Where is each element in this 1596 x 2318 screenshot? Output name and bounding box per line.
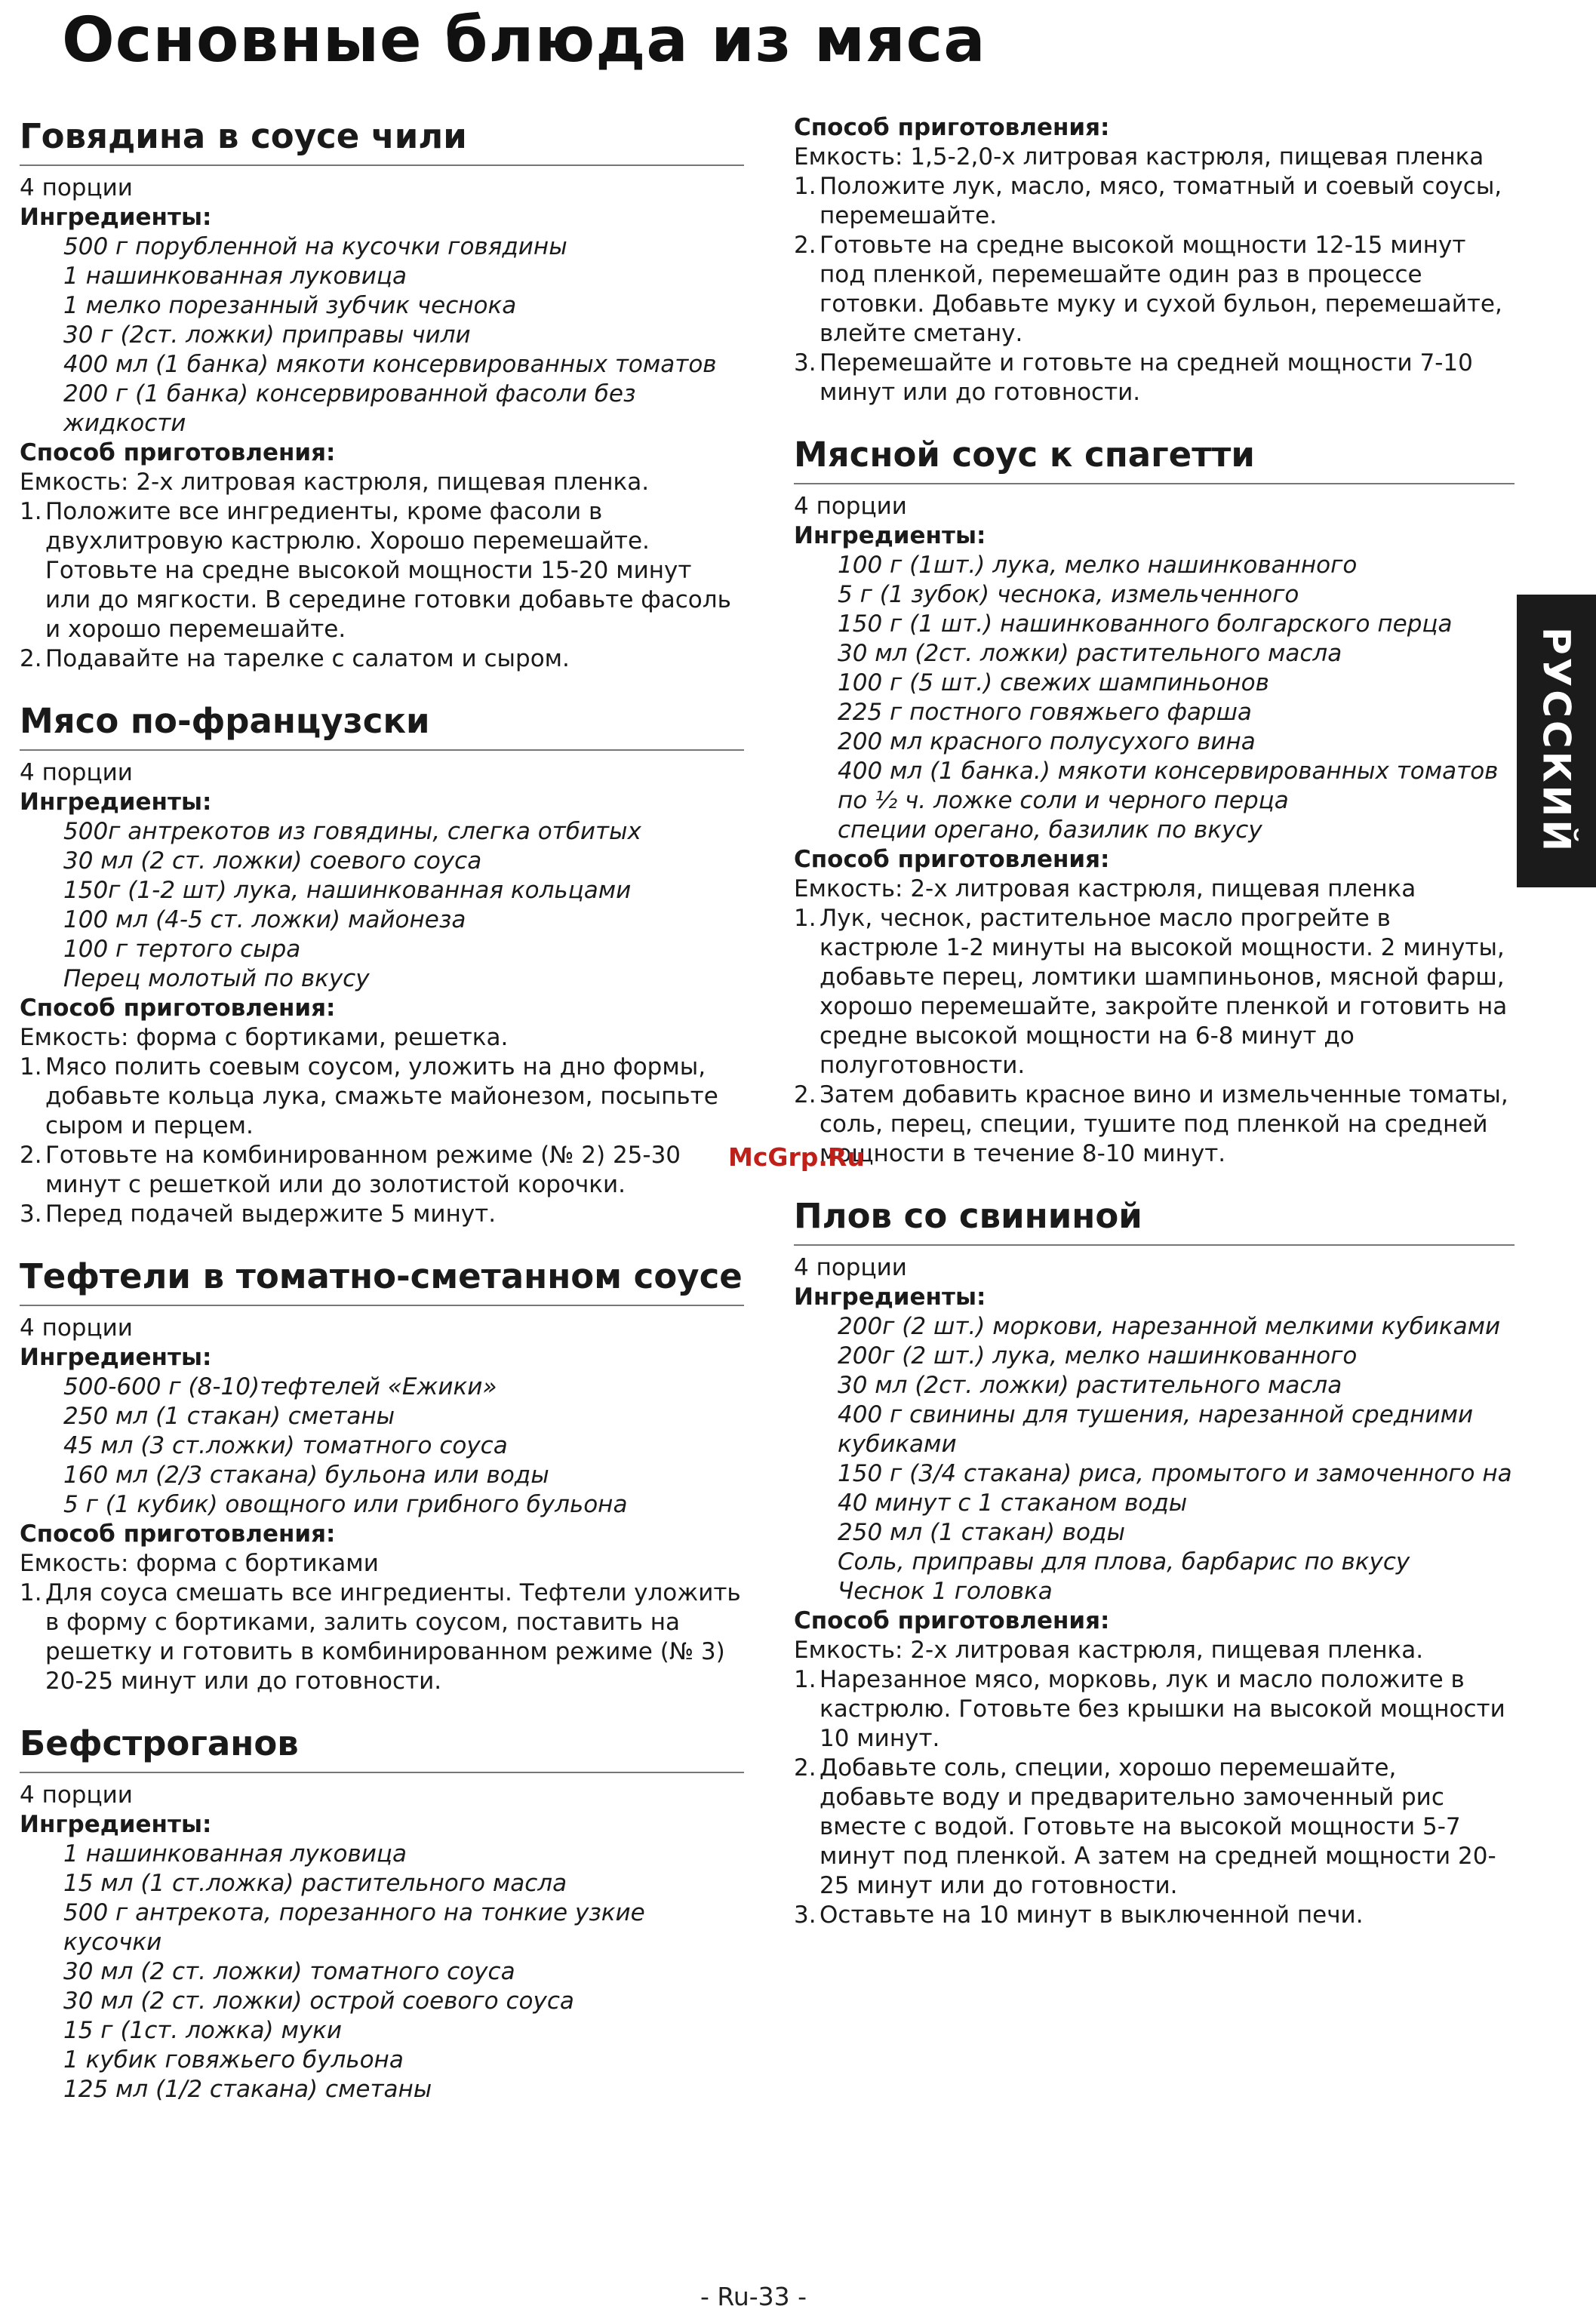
step-number: 3. xyxy=(794,349,816,377)
ingredient-list xyxy=(20,1373,744,1520)
ingredient-item: Перец молотый по вкусу xyxy=(63,965,370,992)
ingredient-item: 100 г тертого сыра xyxy=(63,936,301,963)
ingredient-item: 30 мл (2 ст. ложки) острой соевого соуса xyxy=(63,1988,574,2015)
ingredient-item: 500г антрекотов из говядины, слегка отбитых xyxy=(63,818,641,845)
step-text: Положите все ингредиенты, кроме фасоли в двухлитровую кастрюлю. Хорошо перемешайте. Готовьте на средне высокой мощности 15-20 минут или до мягкости. В середине готовки добавьте фасоль и хорошо перемешайте. xyxy=(45,498,731,643)
recipe-r6 xyxy=(794,1193,1515,1930)
step-number: 2. xyxy=(794,1081,816,1108)
recipe-title: Мясной соус к спагетти xyxy=(794,432,1515,484)
ingredient-item: 125 мл (1/2 стакана) сметаны xyxy=(63,2076,432,2103)
ingredients-heading: Ингредиенты: xyxy=(20,1811,212,1838)
ingredient-list xyxy=(794,1312,1515,1606)
step-number: 1. xyxy=(20,1053,42,1081)
step-number: 2. xyxy=(20,1142,42,1169)
container-line: Емкость: 2-х литровая кастрюля, пищевая пленка. xyxy=(20,469,650,496)
step-item xyxy=(794,231,1515,349)
ingredient-item: 225 г постного говяжьего фарша xyxy=(838,699,1252,726)
recipe-r4 xyxy=(20,1720,744,2104)
step-item xyxy=(794,172,1515,231)
ingredients-heading: Ингредиенты: xyxy=(20,789,212,816)
ingredient-item: 30 мл (2 ст. ложки) томатного соуса xyxy=(63,1958,515,1985)
recipe-title: Говядина в соусе чили xyxy=(20,113,744,166)
step-item xyxy=(794,1901,1515,1930)
step-item xyxy=(20,1200,744,1229)
container-line: Емкость: 1,5-2,0-х литровая кастрюля, пищевая пленка xyxy=(794,143,1484,171)
ingredients-heading: Ингредиенты: xyxy=(794,522,986,549)
method-heading: Способ приготовления: xyxy=(20,995,336,1022)
recipe-r4-continued xyxy=(794,113,1515,407)
ingredient-item: 1 нашинкованная луковица xyxy=(63,263,407,290)
servings: 4 порции xyxy=(794,1254,907,1281)
ingredient-item: 200 мл красного полусухого вина xyxy=(838,728,1256,755)
language-tab xyxy=(1517,595,1596,887)
watermark: McGrp.Ru xyxy=(728,1142,865,1172)
ingredient-item: 500 г порубленной на кусочки говядины xyxy=(63,233,567,260)
ingredient-item: Чеснок 1 головка xyxy=(838,1578,1053,1605)
ingredient-item: 100 г (5 шт.) свежих шампиньонов xyxy=(838,669,1269,696)
method-heading: Способ приготовления: xyxy=(794,114,1110,141)
container-line: Емкость: 2-х литровая кастрюля, пищевая пленка xyxy=(794,875,1416,902)
step-list xyxy=(794,904,1515,1169)
ingredient-item: 45 мл (3 ст.ложки) томатного соуса xyxy=(63,1432,508,1459)
recipe-r2 xyxy=(20,698,744,1229)
container-line: Емкость: форма с бортиками xyxy=(20,1550,379,1577)
step-text: Оставьте на 10 минут в выключенной печи. xyxy=(820,1901,1364,1929)
ingredients-heading: Ингредиенты: xyxy=(794,1284,986,1311)
step-text: Мясо полить соевым соусом, уложить на дно формы, добавьте кольца лука, смажьте майонезом, посыпьте сыром и перцем. xyxy=(45,1053,718,1139)
ingredient-item: 1 нашинкованная луковица xyxy=(63,1840,407,1868)
step-item xyxy=(20,497,744,644)
step-text: Добавьте соль, специи, хорошо перемешайте, добавьте воду и предварительно замоченный рис вместе с водой. Готовьте на высокой мощности 5-7 минут под пленкой. А затем на средней мощности 20-25 минут или до готовности. xyxy=(820,1754,1496,1899)
method-heading: Способ приготовления: xyxy=(794,1607,1110,1634)
servings: 4 порции xyxy=(20,1314,133,1342)
step-number: 1. xyxy=(794,1666,816,1693)
recipe-r1 xyxy=(20,113,744,674)
method-heading: Способ приготовления: xyxy=(20,1520,336,1548)
ingredient-item: 250 мл (1 стакан) сметаны xyxy=(63,1403,395,1430)
step-number: 1. xyxy=(20,1579,42,1606)
ingredient-item: 30 мл (2 ст. ложки) соевого соуса xyxy=(63,847,482,875)
step-item xyxy=(794,1081,1515,1169)
ingredient-item: 150г (1-2 шт) лука, нашинкованная кольцами xyxy=(63,877,632,904)
ingredient-item: 30 мл (2ст. ложки) растительного масла xyxy=(838,640,1342,667)
step-list xyxy=(794,172,1515,407)
step-text: Подавайте на тарелке с салатом и сыром. xyxy=(45,645,570,672)
ingredients-heading: Ингредиенты: xyxy=(20,1344,212,1371)
ingredient-item: 15 мл (1 ст.ложка) растительного масла xyxy=(63,1870,567,1897)
step-item xyxy=(20,644,744,674)
ingredient-item: 1 мелко порезанный зубчик чеснока xyxy=(63,292,517,319)
ingredient-item: 30 г (2ст. ложки) приправы чили xyxy=(63,321,471,349)
step-text: Готовьте на средне высокой мощности 12-15 минут под пленкой, перемешайте один раз в процессе готовки. Добавьте муку и сухой бульон, перемешайте, влейте сметану. xyxy=(820,232,1502,347)
recipe-title: Мясо по-французски xyxy=(20,698,744,751)
ingredient-item: 400 мл (1 банка) мякоти консервированных томатов xyxy=(63,351,717,378)
ingredient-item: 150 г (3/4 стакана) риса, промытого и замоченного на 40 минут с 1 стаканом воды xyxy=(838,1460,1512,1517)
ingredient-item: 150 г (1 шт.) нашинкованного болгарского перца xyxy=(838,610,1453,638)
right-column xyxy=(794,113,1515,1954)
ingredient-item: 160 мл (2/3 стакана) бульона или воды xyxy=(63,1462,549,1489)
ingredient-item: 100 мл (4-5 ст. ложки) майонеза xyxy=(63,906,466,933)
ingredient-item: 500-600 г (8-10)тефтелей «Ежики» xyxy=(63,1373,497,1400)
method-heading: Способ приготовления: xyxy=(20,439,336,466)
servings: 4 порции xyxy=(794,493,907,520)
step-number: 1. xyxy=(794,905,816,932)
ingredient-item: 5 г (1 кубик) овощного или грибного бульона xyxy=(63,1491,628,1518)
ingredient-list xyxy=(794,551,1515,845)
page-title: Основные блюда из мяса xyxy=(62,5,986,76)
ingredient-item: 30 мл (2ст. ложки) растительного масла xyxy=(838,1372,1342,1399)
ingredient-item: 500 г антрекота, порезанного на тонкие узкие кусочки xyxy=(63,1899,645,1956)
step-text: Готовьте на комбинированном режиме (№ 2) 25-30 минут с решеткой или до золотистой корочки. xyxy=(45,1142,681,1198)
ingredient-item: 15 г (1ст. ложка) муки xyxy=(63,2017,343,2044)
ingredients-heading: Ингредиенты: xyxy=(20,204,212,231)
step-number: 2. xyxy=(794,232,816,259)
left-column xyxy=(20,113,744,2129)
step-text: Нарезанное мясо, морковь, лук и масло положите в кастрюлю. Готовьте без крышки на высокой мощности 10 минут. xyxy=(820,1666,1505,1752)
ingredient-item: по ½ ч. ложке соли и черного перца xyxy=(838,787,1289,814)
servings: 4 порции xyxy=(20,1782,133,1809)
step-number: 1. xyxy=(794,173,816,200)
language-tab-label: РУССКИЙ xyxy=(1534,627,1579,855)
step-text: Положите лук, масло, мясо, томатный и соевый соусы, перемешайте. xyxy=(820,173,1502,229)
ingredient-list xyxy=(20,232,744,438)
method-heading: Способ приготовления: xyxy=(794,846,1110,873)
recipe-r5 xyxy=(794,432,1515,1169)
step-item xyxy=(794,904,1515,1081)
page-number: - Ru-33 - xyxy=(700,2282,807,2311)
container-line: Емкость: 2-х литровая кастрюля, пищевая пленка. xyxy=(794,1637,1424,1664)
ingredient-list xyxy=(20,817,744,994)
step-item xyxy=(20,1141,744,1200)
step-number: 2. xyxy=(20,645,42,672)
step-number: 1. xyxy=(20,498,42,525)
ingredient-item: 100 г (1шт.) лука, мелко нашинкованного xyxy=(838,552,1358,579)
recipe-title: Плов со свининой xyxy=(794,1193,1515,1246)
container-line: Емкость: форма с бортиками, решетка. xyxy=(20,1024,509,1051)
step-text: Лук, чеснок, растительное масло прогрейте в кастрюле 1-2 минуты на высокой мощности. 2 минуты, добавьте перец, ломтики шампиньонов, мясной фарш, хорошо перемешайте, закройте пленкой и готовить на средне высокой мощности на 6-8 минут до полуготовности. xyxy=(820,905,1508,1079)
step-item xyxy=(20,1579,744,1696)
ingredient-item: 200 г (1 банка) консервированной фасоли без жидкости xyxy=(63,380,636,437)
step-list xyxy=(794,1665,1515,1930)
step-number: 3. xyxy=(20,1201,42,1228)
step-item xyxy=(794,1665,1515,1754)
step-text: Перемешайте и готовьте на средней мощности 7-10 минут или до готовности. xyxy=(820,349,1473,406)
step-list xyxy=(20,1579,744,1696)
recipe-r3 xyxy=(20,1253,744,1696)
step-item xyxy=(20,1053,744,1141)
recipe-title: Бефстроганов xyxy=(20,1720,744,1773)
ingredient-item: специи орегано, базилик по вкусу xyxy=(838,816,1262,844)
step-text: Затем добавить красное вино и измельченные томаты, соль, перец, специи, тушите под пленкой на средней мощности в течение 8-10 минут. xyxy=(820,1081,1508,1167)
ingredient-item: 400 мл (1 банка.) мякоти консервированных томатов xyxy=(838,758,1499,785)
ingredient-item: 200г (2 шт.) моркови, нарезанной мелкими кубиками xyxy=(838,1313,1501,1340)
step-text: Для соуса смешать все ингредиенты. Тефтели уложить в форму с бортиками, залить соусом, поставить на решетку и готовить в комбинированном режиме (№ 3) 20-25 минут или до готовности. xyxy=(45,1579,741,1695)
ingredient-item: 1 кубик говяжьего бульона xyxy=(63,2046,404,2074)
servings: 4 порции xyxy=(20,759,133,786)
step-text: Перед подачей выдержите 5 минут. xyxy=(45,1201,497,1228)
step-item xyxy=(794,349,1515,407)
ingredient-item: 5 г (1 зубок) чеснока, измельченного xyxy=(838,581,1299,608)
step-list xyxy=(20,497,744,674)
ingredient-item: 200г (2 шт.) лука, мелко нашинкованного xyxy=(838,1342,1358,1370)
ingredient-item: 400 г свинины для тушения, нарезанной средними кубиками xyxy=(838,1401,1474,1458)
ingredient-list xyxy=(20,1840,744,2104)
ingredient-item: Соль, приправы для плова, барбарис по вкусу xyxy=(838,1548,1410,1576)
recipe-title: Тефтели в томатно-сметанном соусе xyxy=(20,1253,744,1306)
step-item xyxy=(794,1754,1515,1901)
step-number: 3. xyxy=(794,1901,816,1929)
step-number: 2. xyxy=(794,1754,816,1782)
servings: 4 порции xyxy=(20,174,133,201)
step-list xyxy=(20,1053,744,1229)
ingredient-item: 250 мл (1 стакан) воды xyxy=(838,1519,1125,1546)
